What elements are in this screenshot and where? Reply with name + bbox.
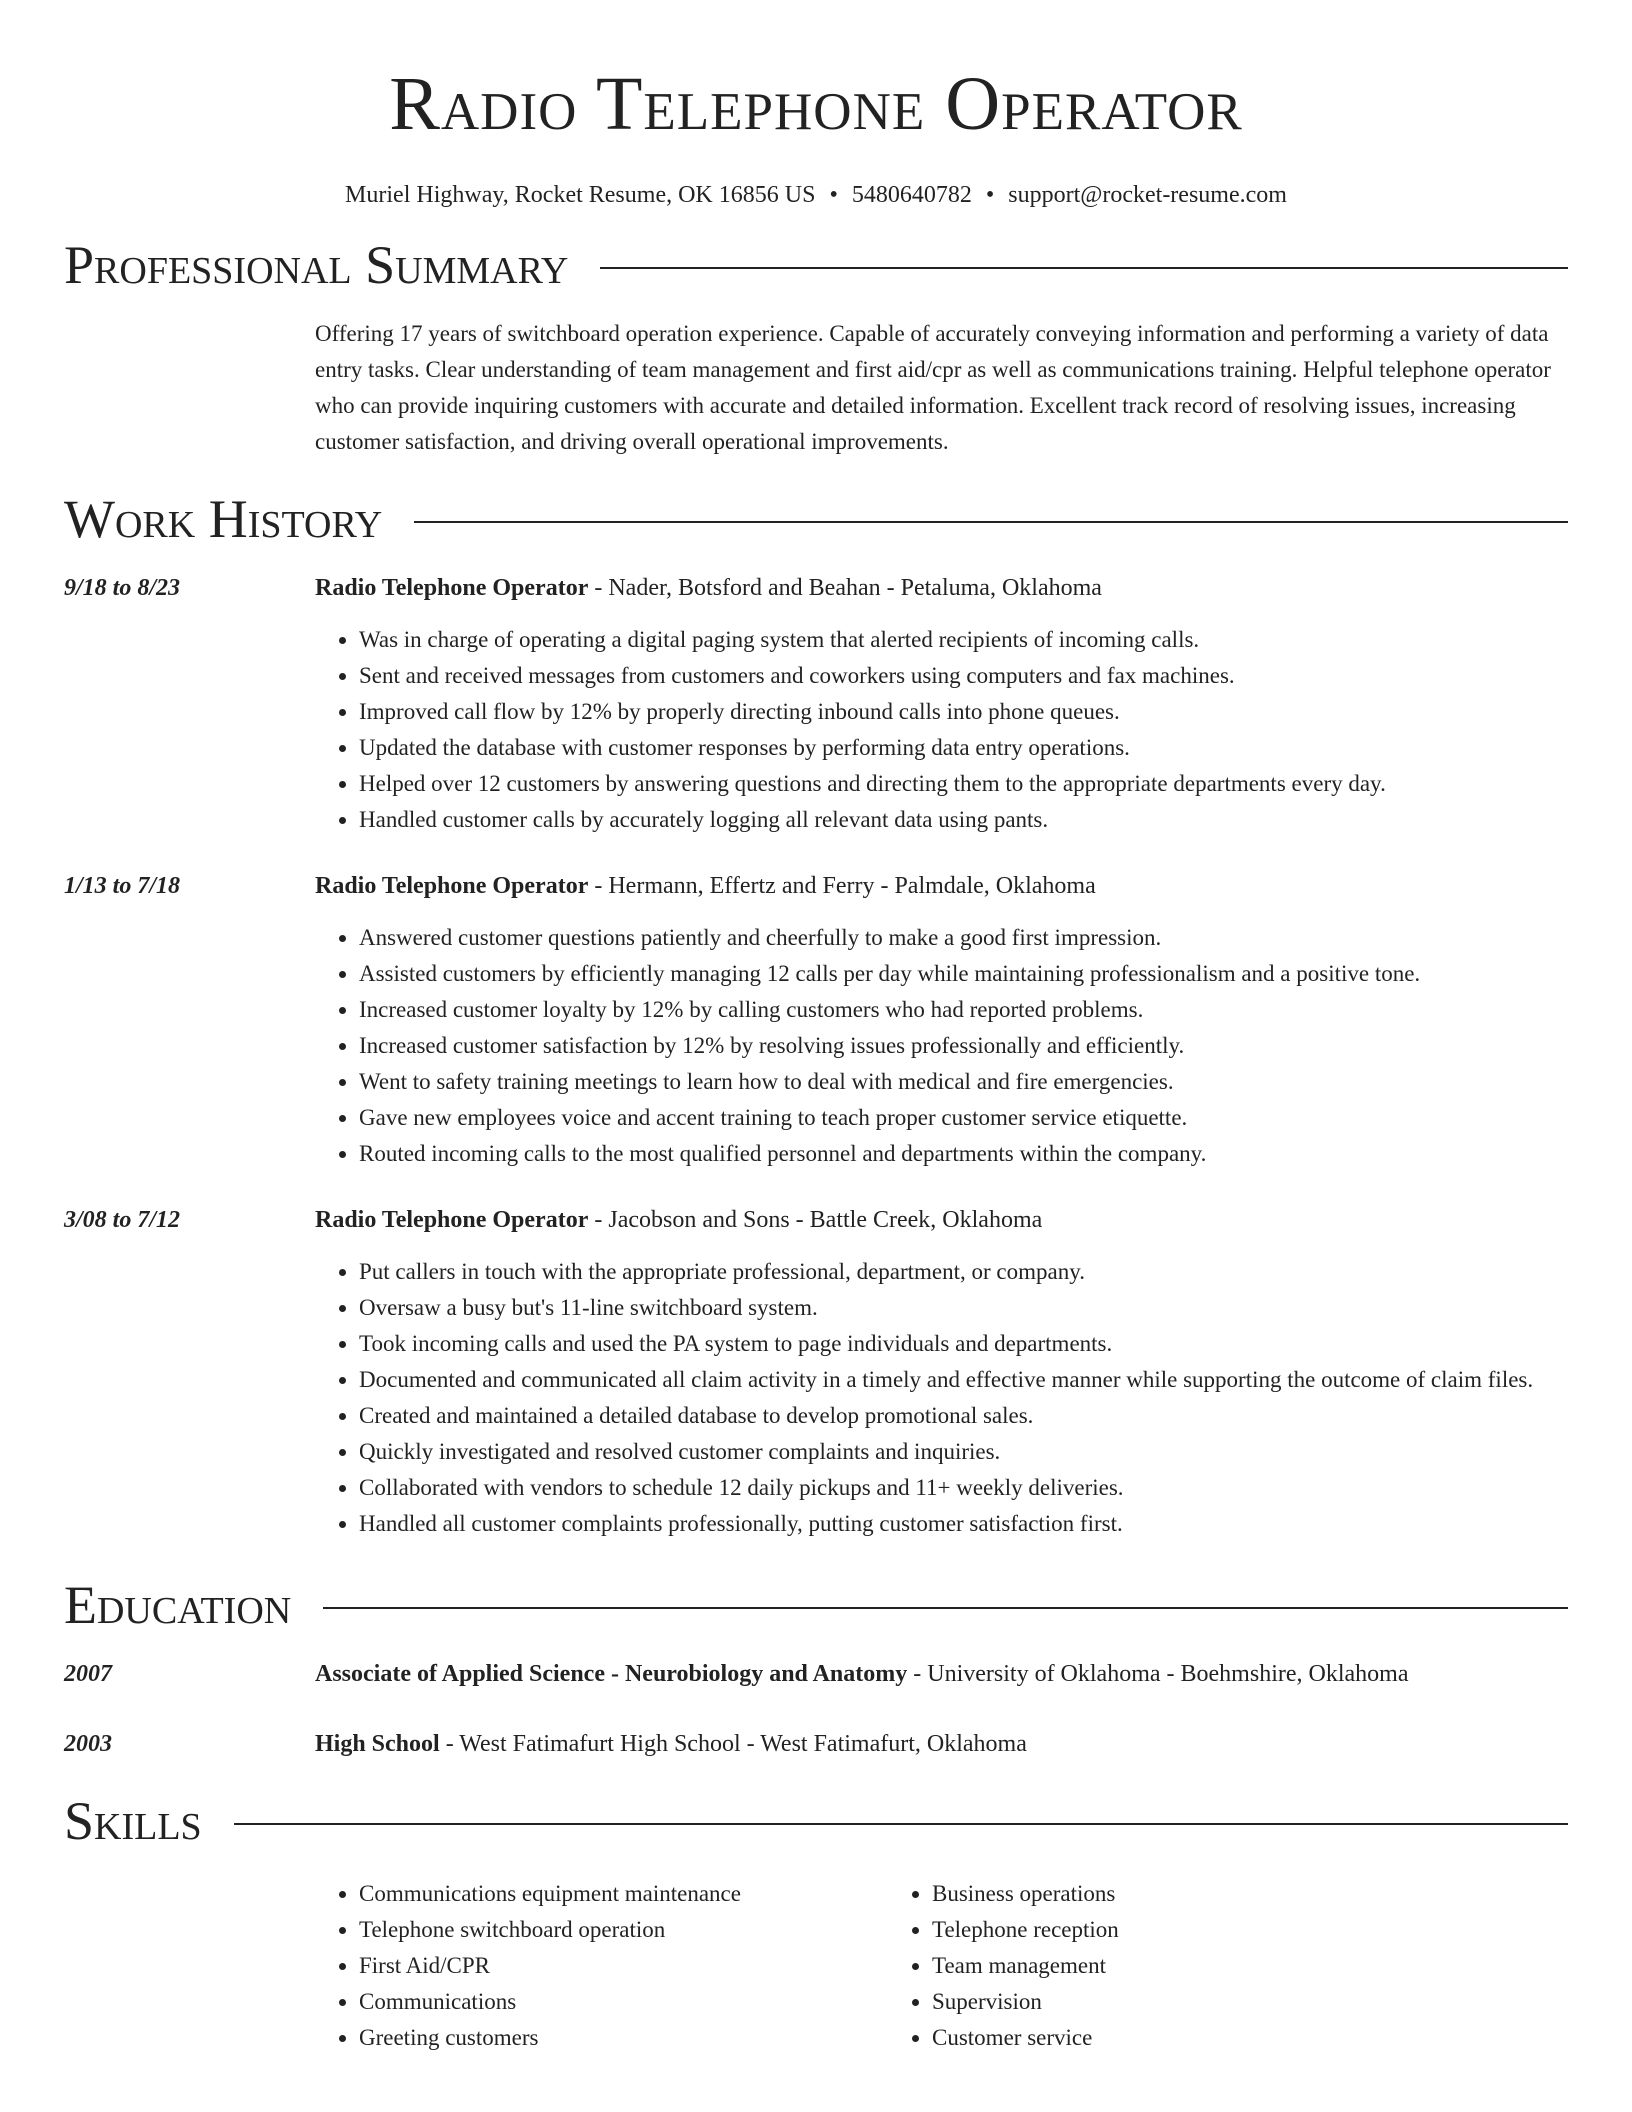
job-bullet: • Put callers in touch with the appropriate professional, department, or company. (359, 1254, 1568, 1290)
job-entry (64, 1202, 1568, 1542)
education-entry (64, 1726, 1568, 1762)
skill-item: • Business operations (932, 1876, 1461, 1912)
job-bullet: • Created and maintained a detailed database to develop promotional sales. (359, 1398, 1568, 1434)
job-bullet: • Helped over 12 customers by answering questions and directing them to the appropriate departments every day. (359, 766, 1568, 802)
job-body (315, 868, 1568, 1172)
job-bullet: • Gave new employees voice and accent training to teach proper customer service etiquette. (359, 1100, 1568, 1136)
education-details: - West Fatimafurt High School - West Fatimafurt, Oklahoma (439, 1731, 1027, 1757)
job-heading (315, 570, 1568, 606)
job-heading (315, 1202, 1568, 1238)
education-body (315, 1656, 1568, 1692)
job-bullet: • Handled all customer complaints professionally, putting customer satisfaction first. (359, 1506, 1568, 1542)
education-list (64, 1656, 1568, 1762)
section-divider (323, 1607, 1568, 1609)
education-degree: High School (315, 1731, 440, 1757)
job-bullet-list (315, 1254, 1568, 1542)
job-bullet: • Updated the database with customer responses by performing data entry operations. (359, 730, 1568, 766)
job-bullet: • Quickly investigated and resolved customer complaints and inquiries. (359, 1434, 1568, 1470)
section-divider (414, 521, 1568, 523)
education-section-header (64, 1572, 1568, 1638)
education-heading-line (315, 1726, 1568, 1762)
education-details: - University of Oklahoma - Boehmshire, Oklahoma (907, 1661, 1409, 1687)
job-entry (64, 868, 1568, 1172)
work-heading: Work History (64, 489, 383, 549)
job-bullet: • Took incoming calls and used the PA system to page individuals and departments. (359, 1326, 1568, 1362)
education-year: 2003 (64, 1731, 112, 1757)
education-body (315, 1726, 1568, 1762)
skill-item: • Customer service (932, 2020, 1461, 2056)
contact-line (64, 180, 1568, 210)
skills-list-left (315, 1876, 888, 2056)
job-entry (64, 570, 1568, 838)
contact-separator: • (829, 182, 838, 208)
job-bullet: • Documented and communicated all claim activity in a timely and effective manner while supporting the outcome of claim files. (359, 1362, 1568, 1398)
job-bullet-list (315, 920, 1568, 1172)
job-bullet: • Oversaw a busy but's 11-line switchboard system. (359, 1290, 1568, 1326)
job-bullet: • Improved call flow by 12% by properly directing inbound calls into phone queues. (359, 694, 1568, 730)
summary-heading: Professional Summary (64, 235, 569, 295)
job-dates: 9/18 to 8/23 (64, 575, 181, 601)
job-body (315, 1202, 1568, 1542)
skill-item: • Team management (932, 1948, 1461, 1984)
skill-item: • Supervision (932, 1984, 1461, 2020)
skill-item: • Telephone switchboard operation (359, 1912, 888, 1948)
contact-phone: 5480640782 (851, 182, 972, 208)
job-title: Radio Telephone Operator (315, 575, 589, 601)
job-bullet: • Collaborated with vendors to schedule 12 daily pickups and 11+ weekly deliveries. (359, 1470, 1568, 1506)
job-dates: 3/08 to 7/12 (64, 1207, 181, 1233)
job-body (315, 570, 1568, 838)
job-bullet: • Assisted customers by efficiently managing 12 calls per day while maintaining professionalism and a positive tone. (359, 956, 1568, 992)
section-divider (600, 267, 1568, 269)
skill-item: • Greeting customers (359, 2020, 888, 2056)
skills-list-right (888, 1876, 1461, 2056)
work-history-list (64, 570, 1568, 1542)
job-bullet: • Increased customer satisfaction by 12% by resolving issues professionally and efficiently. (359, 1028, 1568, 1064)
skills-section-header (64, 1788, 1568, 1854)
skill-item: • First Aid/CPR (359, 1948, 888, 1984)
job-bullet: • Sent and received messages from customers and coworkers using computers and fax machines. (359, 658, 1568, 694)
job-title: Radio Telephone Operator (315, 1207, 589, 1233)
job-title: Radio Telephone Operator (315, 873, 589, 899)
job-bullet: • Went to safety training meetings to learn how to deal with medical and fire emergencies. (359, 1064, 1568, 1100)
skills-columns (315, 1876, 1568, 2056)
job-details: - Nader, Botsford and Beahan - Petaluma, Oklahoma (588, 575, 1102, 601)
summary-text: Offering 17 years of switchboard operation experience. Capable of accurately conveying information and performing a variety of data entry tasks. Clear understanding of team management and first aid/cpr as well as communications training. Helpful telephone operator who can provide inquiring customers with accurate and detailed information. Excellent track record of resolving issues, increasing customer satisfaction, and driving overall operational improvements. (315, 321, 1551, 454)
job-details: - Hermann, Effertz and Ferry - Palmdale, Oklahoma (588, 873, 1096, 899)
education-heading: Education (64, 1575, 292, 1635)
skill-item: • Communications equipment maintenance (359, 1876, 888, 1912)
job-bullet: • Handled customer calls by accurately logging all relevant data using pants. (359, 802, 1568, 838)
resume-title: Radio Telephone Operator (389, 62, 1243, 146)
education-entry (64, 1656, 1568, 1692)
contact-address: Muriel Highway, Rocket Resume, OK 16856 US (345, 182, 816, 208)
contact-separator: • (985, 182, 995, 208)
contact-email: support@rocket-resume.com (1008, 182, 1287, 208)
work-section-header (64, 486, 1568, 552)
job-bullet: • Increased customer loyalty by 12% by calling customers who had reported problems. (359, 992, 1568, 1028)
job-details: - Jacobson and Sons - Battle Creek, Oklahoma (588, 1207, 1043, 1233)
job-bullet: • Was in charge of operating a digital paging system that alerted recipients of incoming calls. (359, 622, 1568, 658)
skills-heading: Skills (64, 1791, 202, 1851)
education-heading-line (315, 1656, 1568, 1692)
job-bullet-list (315, 622, 1568, 838)
skill-item: • Telephone reception (932, 1912, 1461, 1948)
job-dates: 1/13 to 7/18 (64, 873, 181, 899)
skill-item: • Communications (359, 1984, 888, 2020)
job-heading (315, 868, 1568, 904)
job-bullet: • Answered customer questions patiently and cheerfully to make a good first impression. (359, 920, 1568, 956)
summary-section-header (64, 232, 1568, 298)
job-bullet: • Routed incoming calls to the most qualified personnel and departments within the company. (359, 1136, 1568, 1172)
section-divider (234, 1823, 1568, 1825)
education-degree: Associate of Applied Science - Neurobiology and Anatomy (315, 1661, 908, 1687)
education-year: 2007 (64, 1661, 112, 1687)
